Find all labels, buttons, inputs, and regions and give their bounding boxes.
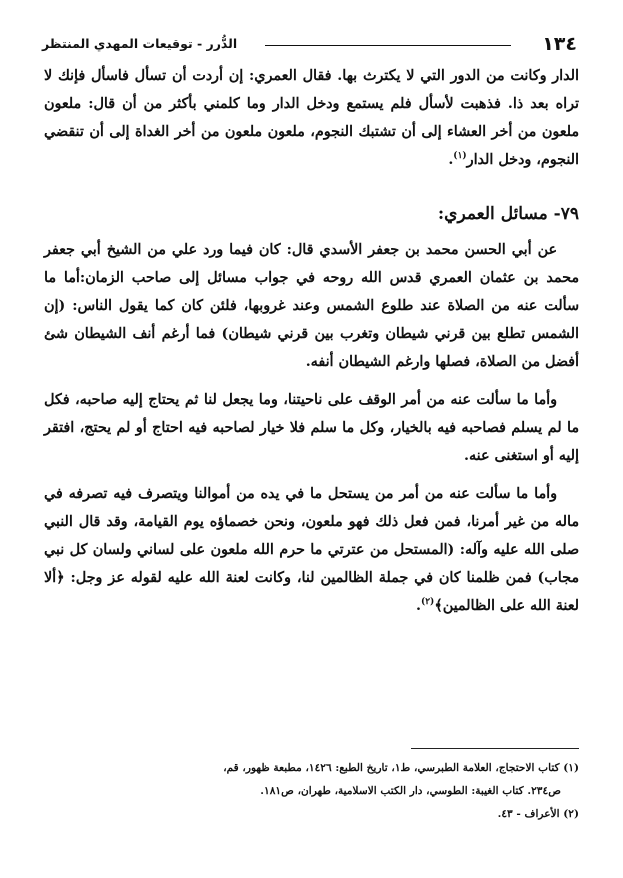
footnote-ref-1: (١): [453, 151, 467, 162]
header-rule: [265, 45, 511, 46]
footnote-2: (٢) الأعراف - ٤٣.: [497, 808, 579, 820]
paragraph-1: الدار وكانت من الدور التي لا يكترث بها. فقال العمري: إن أردت أن تسأل فاسأل فإنك لا تراه بعد ذا. فذهبت لأسأل فلم يستمع ودخل الدار وما كلمني بأكثر من أن قال: ملعون ملعون من أخر العشاء إلى أن تشتبك النجوم، ملعون ملعون من أخر الغداة إلى أن تنقضي النجوم، ودخل الدار$^{(١)}$.: [44, 68, 579, 168]
paragraph-3: وأما ما سألت عنه من أمر الوقف على ناحيتنا، وما يجعل لنا ثم يحتاج إليه صاحبه، فكل ما لم يسلم فصاحبه فيه بالخيار، وكل ما سلم فلا خيار لصاحبه فيه احتاج أو لم يحتج، افتقر إليه أو استغنى عنه.: [44, 392, 579, 464]
paragraph-1-text: الدار وكانت من الدور التي لا يكترث بها. فقال العمري: إن أردت أن تسأل فاسأل فإنك لا تراه بعد ذا. فذهبت لأسأل فلم يستمع ودخل الدار وما كلمني بأكثر من أن قال: ملعون ملعون من أخر العشاء إلى أن تشتبك النجوم، ملعون ملعون من أخر الغداة إلى أن تنقضي النجوم، ودخل الدار: [44, 68, 579, 168]
footnote-ref-2: (٢): [420, 597, 435, 608]
footnote-1-line-2: ص٢٣٤. كتاب الغيبة: الطوسي، دار الكتب الاسلامية، طهران، ص١٨١.: [260, 785, 561, 797]
paragraph-2: عن أبي الحسن محمد بن جعفر الأسدي قال: كان فيما ورد علي من الشيخ أبي جعفر محمد بن عثمان العمري قدس الله روحه في جواب مسائل إلى صاحب الزمان:أما ما سألت عنه من الصلاة عند طلوع الشمس وعند غروبها، فلئن كان كما يقول الناس: (إن الشمس تطلع بين قرني شيطان وتغرب بين قرني شيطان) فما أرغم أنف الشيطان شئ أفضل من الصلاة، فصلها وارغم الشيطان أنفه.: [44, 242, 579, 370]
running-title: الدُّرر - توقيعات المهدي المنتظر: [42, 36, 238, 51]
paragraph-4: وأما ما سألت عنه من أمر من يستحل ما في يده من أموالنا ويتصرف فيه تصرفه في ماله من غير أمرنا، فمن فعل ذلك فهو ملعون، ونحن خصماؤه يوم القيامة، وقد قال النبي صلى الله عليه وآله: (المستحل من عترتي ما حرم الله ملعون على لساني ولسان كل نبي مجاب) فمن ظلمنا كان في جملة الظالمين لنا، وكانت لعنة الله عليه لقوله عز وجل: ﴿ألا لعنة الله على الظالمين﴾$^{(٢)}$.: [44, 486, 579, 614]
main-text: [44, 62, 579, 620]
page-number: ١٣٤: [542, 33, 577, 55]
running-header: [40, 34, 583, 54]
footnote-separator: [411, 748, 579, 749]
footnotes: [44, 757, 579, 826]
footnote-1-line-1: (١) كتاب الاحتجاج، العلامة الطبرسي، ط١، تاريخ الطبع: ١٤٢٦، مطبعة ظهور، قم،: [223, 762, 579, 774]
section-title: ٧٩- مسائل العمري:: [437, 204, 579, 224]
paragraph-4-text: وأما ما سألت عنه من أمر من يستحل ما في يده من أموالنا ويتصرف فيه تصرفه في ماله من غير أمرنا، فمن فعل ذلك فهو ملعون، ونحن خصماؤه يوم القيامة، وقد قال النبي صلى الله عليه وآله: (المستحل من عترتي ما حرم الله ملعون على لساني ولسان كل نبي مجاب) فمن ظلمنا كان في جملة الظالمين لنا، وكانت لعنة الله عليه لقوله عز وجل: ﴿ألا لعنة الله على الظالمين﴾: [44, 486, 579, 614]
